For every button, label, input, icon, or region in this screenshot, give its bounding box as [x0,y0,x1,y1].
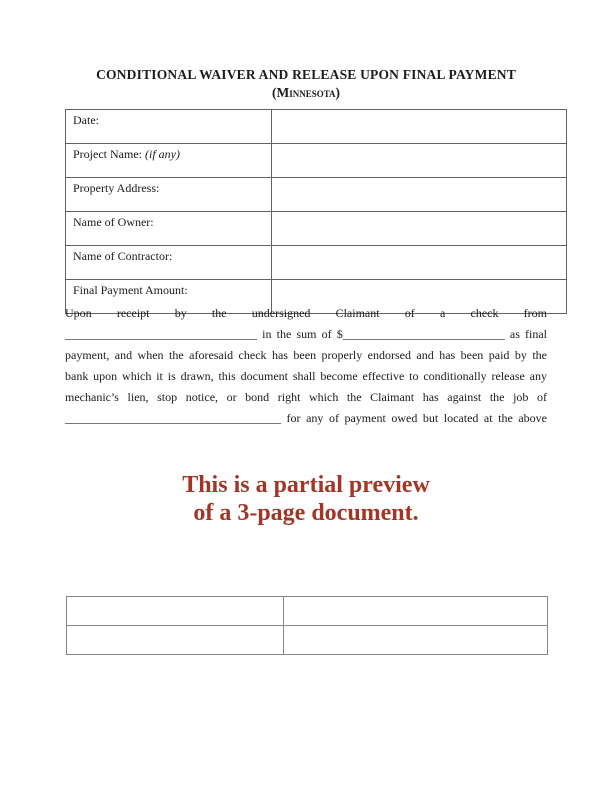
document-title [0,66,612,102]
table-row [67,597,548,626]
label-text: Name of Contractor: [73,249,173,263]
title-line-1: CONDITIONAL WAIVER AND RELEASE UPON FINAL PAYMENT [96,67,516,82]
table-row [66,110,567,144]
paragraph-line-clipped: ____________________________________ for any of payment owed but located at the above [65,411,547,425]
table-row [66,178,567,212]
field-label-project-name [66,144,272,178]
field-label-property-address [66,178,272,212]
field-label-date [66,110,272,144]
label-text: Name of Owner: [73,215,154,229]
paragraph-line: Upon receipt by the undersigned Claimant of a check from [65,306,547,320]
field-value-name-of-owner [272,212,567,246]
empty-cell [67,626,284,655]
paragraph-line: bank upon which it is drawn, this document shall become effective to conditionally release any [65,369,547,383]
preview-notice-line-1: This is a partial preview [182,472,430,498]
info-table [65,109,567,314]
table-row [66,212,567,246]
preview-notice-line-2: of a 3-page document. [193,500,419,526]
table-row [67,626,548,655]
paragraph-line: payment, and when the aforesaid check has been properly endorsed and has been paid by the [65,348,547,362]
paragraph-line: ________________________________ in the sum of $___________________________ as final [65,327,547,341]
field-value-project-name [272,144,567,178]
table-row [66,144,567,178]
paragraph-line: mechanic’s lien, stop notice, or bond right which the Claimant has against the job of [65,390,547,404]
empty-cell [284,626,548,655]
label-text: Project Name: [73,147,142,161]
field-label-name-of-owner [66,212,272,246]
field-value-date [272,110,567,144]
bottom-table [66,596,548,655]
empty-cell [284,597,548,626]
preview-notice [0,471,612,527]
table-row [66,246,567,280]
label-text: Final Payment Amount: [73,283,188,297]
title-line-2: (Minnesota) [271,85,341,100]
empty-cell [67,597,284,626]
field-value-name-of-contractor [272,246,567,280]
label-note: (if any) [141,147,180,161]
label-text: Date: [73,113,99,127]
field-label-name-of-contractor [66,246,272,280]
field-value-property-address [272,178,567,212]
body-paragraph [65,303,547,425]
label-text: Property Address: [73,181,160,195]
